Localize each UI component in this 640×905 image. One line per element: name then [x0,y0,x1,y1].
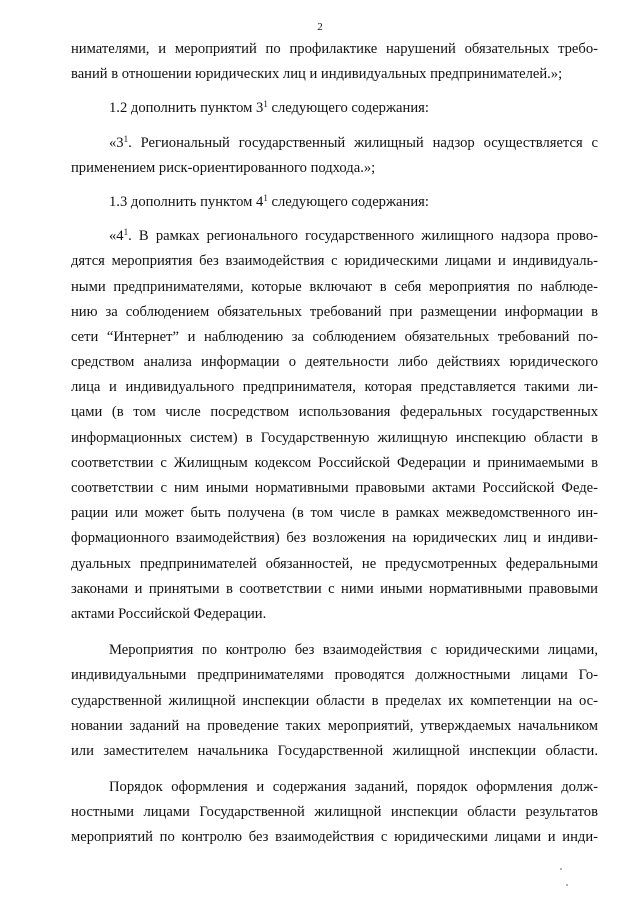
text-line: дятся мероприятия без взаимодействия с юридическими лицами и индивидуаль- [71,253,598,270]
text-line: ностными лицами Государственной жилищной инспекции области результатов [71,804,598,821]
amendment-item-1-2 [71,96,598,121]
point-3-1-paragraph [71,131,598,181]
text-line: новании заданий на проведение таких мероприятий, утверждаемых начальником [71,717,598,734]
text-line: средством анализа информации о деятельности либо действиях юридического [71,354,598,371]
text-line [71,190,598,215]
item-text: 1.3 дополнить пунктом 4 [109,193,264,210]
measures-paragraph [71,638,598,764]
superscript: 1 [263,99,268,110]
superscript: 1 [123,227,129,238]
text-line: нимателями, и мероприятий по профилактике нарушений обязательных требо- [71,41,598,57]
point-text: . Региональный государственный жилищный надзор осуществляется с [128,134,598,151]
text-line: соответствии с ним иными нормативными правовыми актами Российской Феде- [71,480,598,496]
text-line: Мероприятия по контролю без взаимодействия с юридическими лицами, [109,642,598,659]
text-line: применением риск-ориентированного подхода.»; [71,159,376,176]
text-line: рации или может быть получена (в том числе в рамках межведомственного ин- [71,505,598,522]
item-text: 1.2 дополнить пунктом 3 [109,100,264,117]
text-line: сударственной жилищной инспекции области в пределах их компетенции на ос- [71,692,598,709]
text-line: Порядок оформления и содержания заданий, порядок оформления долж- [109,779,598,796]
text-line: сети “Интернет” и наблюдению за соблюдением обязательных требований по- [71,328,598,345]
point-text: «4 [109,228,124,245]
text-line: соответствии с Жилищным кодексом Российской Федерации и принимаемыми в [71,454,598,471]
point-text: «3 [109,134,124,151]
text-line: нию за соблюдением обязательных требований при размещении информации в [71,303,598,320]
text-line: формационного взаимодействия) без возложения на юридических лиц и индиви- [71,530,598,547]
text-line: или заместителем начальника Государственной жилищной инспекции области. [71,742,598,759]
text-line [71,96,598,121]
text-line: актами Российской Федерации. [71,605,267,622]
text-line: мероприятий по контролю без взаимодействия с юридическими лицами и инди- [71,829,598,846]
item-text: следующего содержания: [267,193,429,210]
text-line: законами и принятыми в соответствии с ними иными нормативными правовыми [71,580,598,597]
amendment-item-1-3 [71,190,598,215]
superscript: 1 [263,192,268,203]
point-4-1-paragraph [71,224,598,627]
text-line [71,224,598,249]
procedure-paragraph [71,775,598,851]
scan-speck [560,868,562,870]
text-line: лица и индивидуального предпринимателя, которая представляется такими ли- [71,379,598,396]
scan-speck [566,884,568,886]
item-text: следующего содержания: [267,100,429,117]
document-body [71,37,598,851]
text-line: индивидуальными предпринимателями проводятся должностными лицами Го- [71,667,598,684]
superscript: 1 [123,133,129,144]
continuation-paragraph [71,37,598,87]
text-line: информационных систем) в Государственную жилищную инспекцию области в [71,429,598,446]
point-text: . В рамках регионального государственного жилищного надзора прово- [128,228,598,245]
page-number: 2 [317,21,323,33]
text-line: ными предпринимателями, которые включают в себя мероприятия по наблюде- [71,278,598,295]
text-line: дуальных предпринимателей обязанностей, не предусмотренных федеральными [71,555,598,572]
text-line: ваний в отношении юридических лиц и индивидуальных предпринимателей.»; [71,66,563,83]
text-line: цами (в том числе посредством использования федеральных государственных [71,404,598,421]
text-line [71,131,598,156]
